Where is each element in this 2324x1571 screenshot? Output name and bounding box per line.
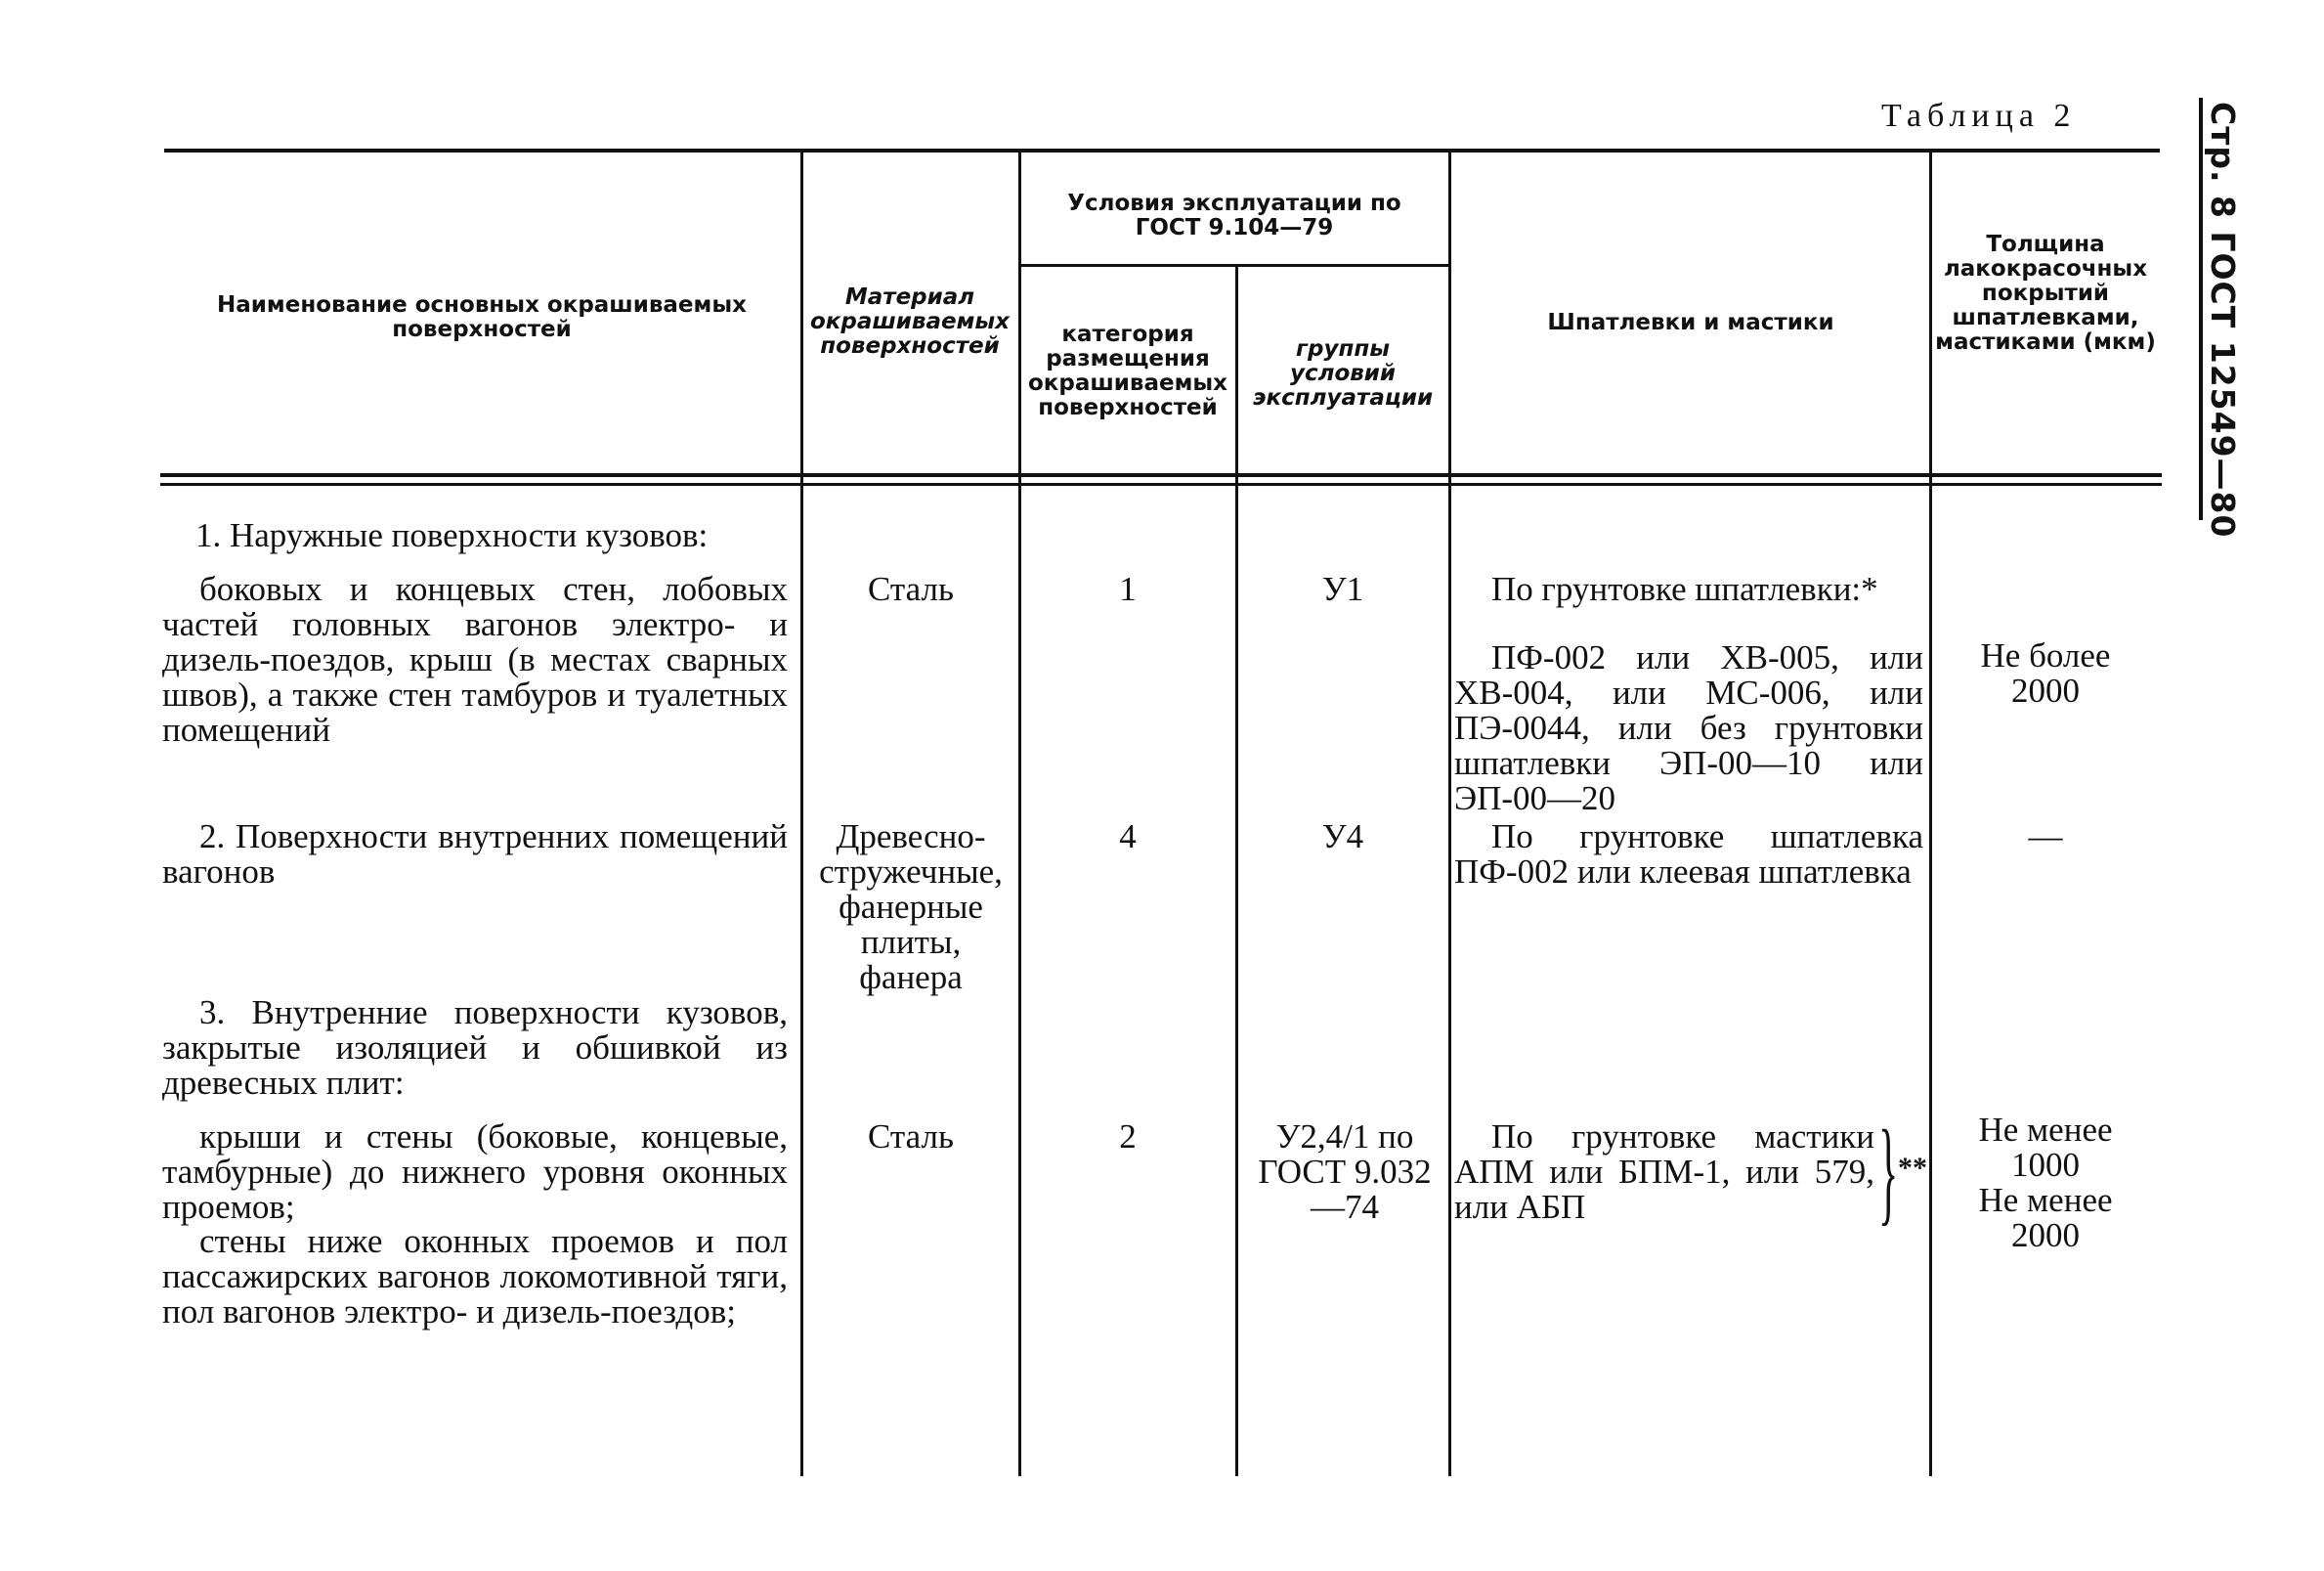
header-condition-groups: группы условий эксплуатации xyxy=(1252,336,1434,411)
group-divider-rule xyxy=(1018,264,1448,267)
row3-material: Сталь xyxy=(868,1117,954,1156)
side-header: Стр. 8 ГОСТ 12549—80 xyxy=(2204,102,2242,539)
row1-condition-group: У1 xyxy=(1321,570,1364,608)
row3-thickness-a-value: 1000 xyxy=(2011,1146,2080,1184)
row1-putty-primer: По грунтовке шпатлевки:* xyxy=(1491,570,1878,608)
row3-thickness-b-label: Не менее xyxy=(1978,1181,2113,1219)
col-divider-4 xyxy=(1448,153,1451,1476)
row2-condition-group: У4 xyxy=(1321,817,1364,855)
col-divider-2 xyxy=(1018,153,1021,1476)
table-top-rule xyxy=(164,149,2160,153)
row3-surface-name-a: крыши и стены (боковые, концевые, тамбурные) до нижнего уровня оконных проемов; xyxy=(162,1117,788,1226)
right-brace: } xyxy=(1878,1106,1899,1236)
row3-condition-group: У2,4/1 по ГОСТ 9.032—74 xyxy=(1258,1117,1432,1226)
col-divider-5 xyxy=(1929,153,1932,1476)
header-putties-mastics: Шпатлевки и мастики xyxy=(1547,310,1834,335)
col-divider-3 xyxy=(1235,267,1238,1476)
row1-putty-list: ПФ-002 или ХВ-005, или ХВ-004, или МС-006, или ПЭ-0044, или без грунтовки шпатлевки ЭП-00—10 или ЭП-00—20 xyxy=(1454,638,1923,817)
row3-putty: По грунтовке мастики АПМ или БПМ-1, или 579, или АБП xyxy=(1454,1117,1874,1226)
row2-thickness: — xyxy=(2028,817,2063,855)
row3-title: 3. Внутренние поверхности кузовов, закрытые изоляцией и обшивкой из древесных плит: xyxy=(162,993,788,1102)
row1-title: 1. Наружные поверхности кузовов: xyxy=(195,516,709,554)
row2-category: 4 xyxy=(1119,817,1137,855)
header-material: Материал окрашиваемых поверхностей xyxy=(809,284,1011,359)
row3-category: 2 xyxy=(1119,1117,1137,1156)
row2-material: Древесно-стружечные, фанерные плиты, фанера xyxy=(819,817,1003,996)
header-bottom-rule-2 xyxy=(160,483,2162,486)
row1-thickness-value: 2000 xyxy=(2011,672,2080,710)
side-rule xyxy=(2199,98,2203,520)
row2-putty: По грунтовке шпатлевка ПФ-002 или клеевая шпатлевка xyxy=(1454,817,1923,891)
header-surface-name: Наименование основных окрашиваемых поверхностей xyxy=(217,292,747,342)
footnote-mark: ** xyxy=(1898,1152,1927,1184)
row3-surface-name-b: стены ниже оконных проемов и пол пассажирских вагонов локомотивной тяги, пол вагонов электро- и дизель-поездов; xyxy=(162,1222,788,1331)
row3-thickness-a-label: Не менее xyxy=(1978,1111,2113,1149)
header-bottom-rule-1 xyxy=(160,473,2162,477)
row1-surface-name: боковых и концевых стен, лобовых частей головных вагонов электро- и дизель-поездов, крыш (в местах сварных швов), а также стен тамбуров и туалетных помещений xyxy=(162,570,788,749)
row3-thickness-b-value: 2000 xyxy=(2011,1216,2080,1254)
row2-surface-name: 2. Поверхности внутренних помещений вагонов xyxy=(162,817,788,891)
table-title: Таблица 2 xyxy=(1881,98,2077,134)
header-placement-category: категория размещения окрашиваемых поверхностей xyxy=(1027,322,1228,420)
row1-material: Сталь xyxy=(868,570,954,608)
row1-category: 1 xyxy=(1119,570,1137,608)
row1-thickness-label: Не более xyxy=(1980,636,2111,675)
header-coating-thickness: Толщина лакокрасочных покрытий шпатлевками, мастиками (мкм) xyxy=(1935,232,2156,355)
header-operating-conditions: Условия эксплуатации по ГОСТ 9.104—79 xyxy=(1067,191,1401,240)
